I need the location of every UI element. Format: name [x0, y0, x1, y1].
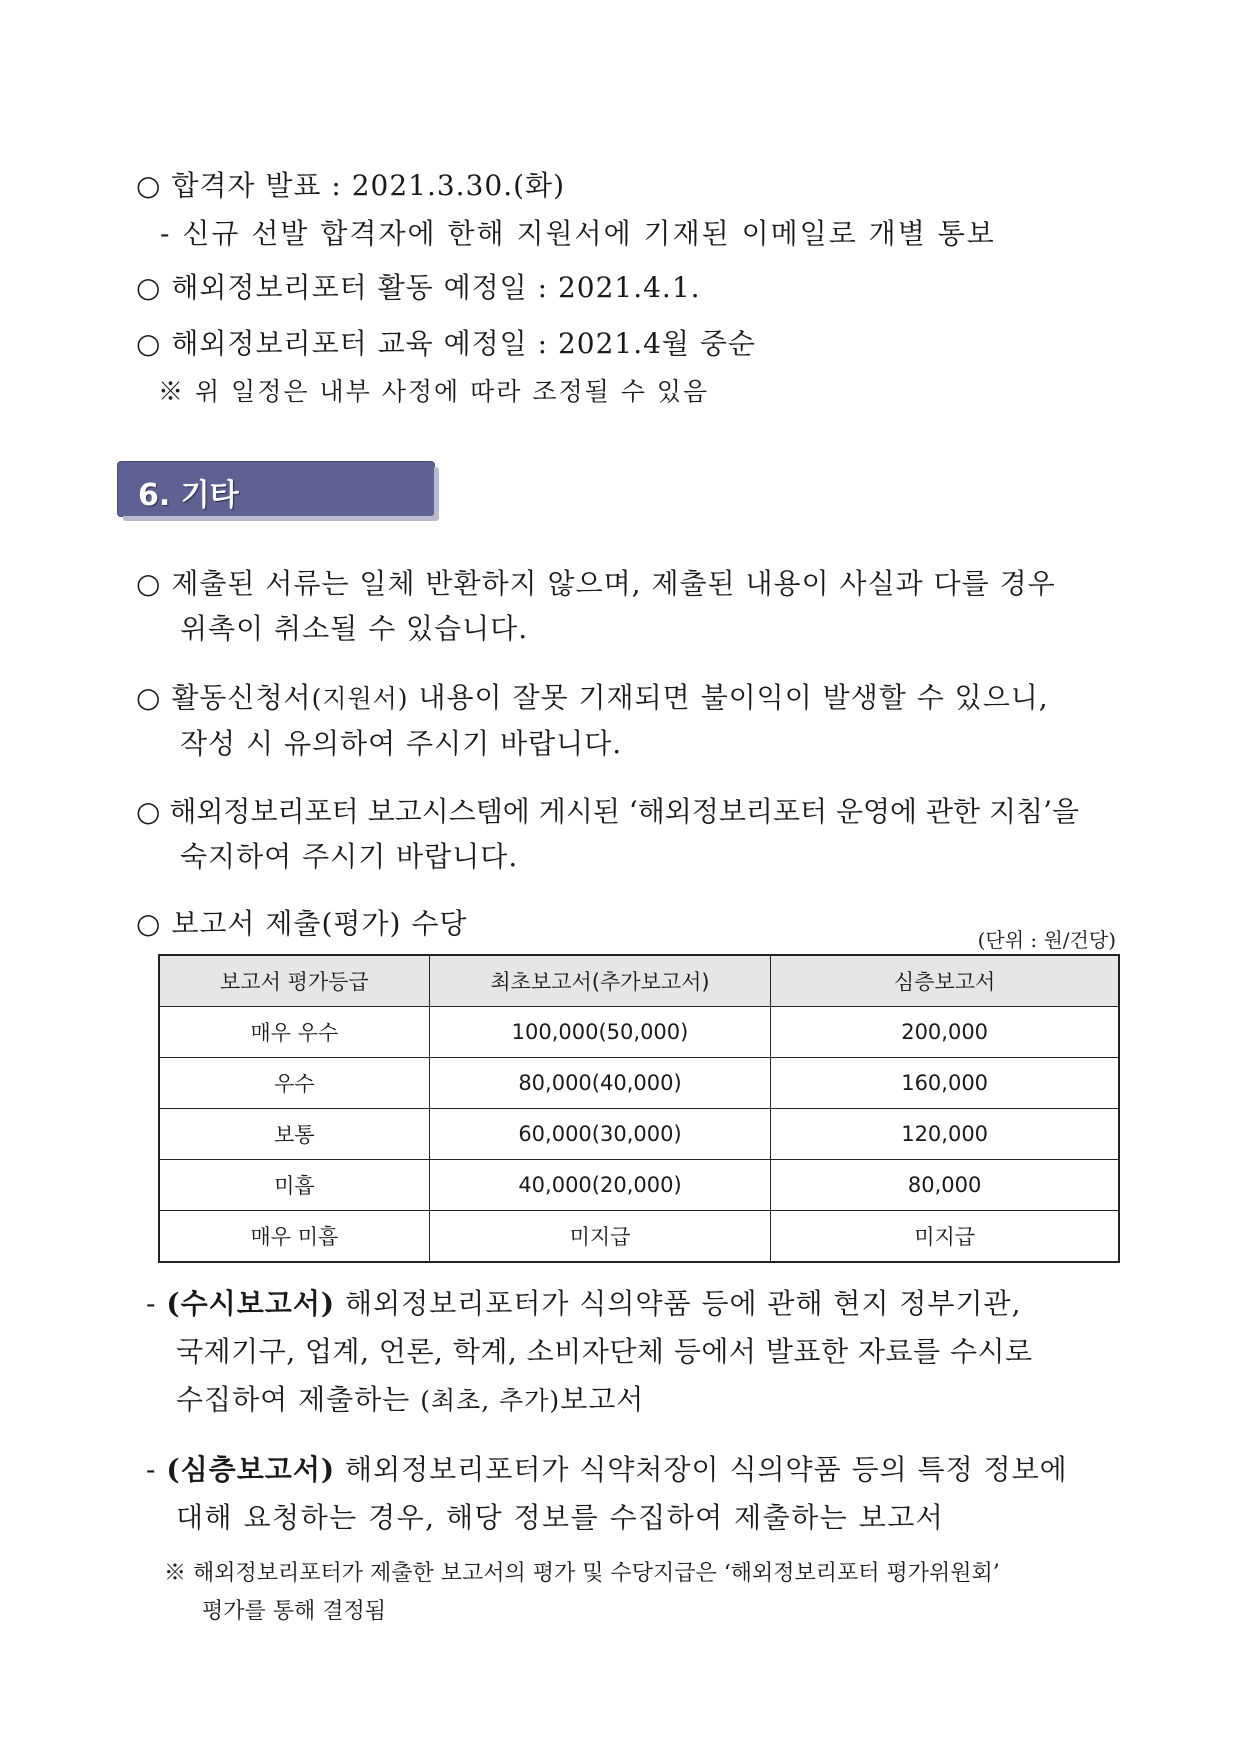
note-3-line-2: 평가를 통해 결정됨 — [202, 1599, 387, 1624]
table-row — [159, 1211, 1119, 1263]
item-2-line-2: 작성 시 유의하여 주시기 바랍니다. — [180, 727, 623, 760]
note-1-text-a: 수집하여 제출하는 — [176, 1383, 421, 1416]
item-1-line-2: 위촉이 취소될 수 있습니다. — [180, 612, 529, 645]
item-2-text-paren: (지원서) — [311, 684, 409, 713]
note-2-dash: - — [146, 1453, 167, 1486]
table-cell: 160,000 — [771, 1058, 1119, 1109]
note-1-line-1 — [146, 1282, 1022, 1322]
note-2-line-1 — [146, 1448, 1068, 1488]
item-3-line-1: ○ 해외정보리포터 보고시스템에 게시된 ‘해외정보리포터 운영에 관한 지침’을 — [136, 795, 1080, 828]
item-2-line-1 — [136, 676, 1049, 716]
education-date-line: ○ 해외정보리포터 교육 예정일 : 2021.4월 중순 — [136, 327, 756, 360]
table-cell: 매우 미흡 — [159, 1211, 429, 1263]
note-2-title: (심층보고서) — [166, 1453, 336, 1486]
item-2-text-c: 내용이 잘못 기재되면 불이익이 발생할 수 있으니, — [408, 681, 1049, 714]
table-header-cell: 심층보고서 — [771, 955, 1119, 1007]
section-title: 6. 기타 — [138, 478, 239, 513]
note-3-line-1: ※ 해외정보리포터가 제출한 보고서의 평가 및 수당지급은 ‘해외정보리포터 평가위원회’ — [164, 1561, 1000, 1586]
table-header-cell: 최초보고서(추가보고서) — [429, 955, 771, 1007]
section-heading — [118, 462, 434, 516]
note-1-title: (수시보고서) — [166, 1287, 336, 1320]
table-cell: 60,000(30,000) — [429, 1109, 771, 1160]
table-cell: 80,000(40,000) — [429, 1058, 771, 1109]
table-cell: 120,000 — [771, 1109, 1119, 1160]
note-2-text: 해외정보리포터가 식약처장이 식의약품 등의 특정 정보에 — [335, 1453, 1068, 1486]
table-header-cell: 보고서 평가등급 — [159, 955, 429, 1007]
note-1-dash: - — [146, 1287, 167, 1320]
table-row — [159, 1109, 1119, 1160]
table-row — [159, 1160, 1119, 1211]
announce-note: - 신규 선발 합격자에 한해 지원서에 기재된 이메일로 개별 통보 — [160, 217, 996, 250]
schedule-notice: ※ 위 일정은 내부 사정에 따라 조정될 수 있음 — [158, 377, 710, 406]
fee-table — [158, 954, 1120, 1263]
table-cell: 우수 — [159, 1058, 429, 1109]
item-3-line-2: 숙지하여 주시기 바랍니다. — [180, 840, 519, 873]
note-2-line-2: 대해 요청하는 경우, 해당 정보를 수집하여 제출하는 보고서 — [176, 1501, 945, 1534]
table-cell: 보통 — [159, 1109, 429, 1160]
note-1-line-2: 국제기구, 업계, 언론, 학계, 소비자단체 등에서 발표한 자료를 수시로 — [176, 1335, 1033, 1368]
table-cell: 매우 우수 — [159, 1007, 429, 1058]
table-row — [159, 1007, 1119, 1058]
note-1-text-paren: (최초, 추가) — [420, 1386, 561, 1415]
table-cell: 80,000 — [771, 1160, 1119, 1211]
table-cell: 미지급 — [771, 1211, 1119, 1263]
note-1-text-c: 보고서 — [560, 1383, 645, 1416]
activity-date-line: ○ 해외정보리포터 활동 예정일 : 2021.4.1. — [136, 271, 701, 304]
table-cell: 미지급 — [429, 1211, 771, 1263]
item-1-line-1: ○ 제출된 서류는 일체 반환하지 않으며, 제출된 내용이 사실과 다를 경우 — [136, 567, 1056, 600]
item-2-text-a: ○ 활동신청서 — [136, 681, 312, 714]
note-1-line-3 — [176, 1378, 644, 1418]
table-unit: (단위 : 원/건당) — [977, 928, 1116, 952]
table-row — [159, 1058, 1119, 1109]
table-cell: 100,000(50,000) — [429, 1007, 771, 1058]
table-header-row — [159, 955, 1119, 1007]
announce-line: ○ 합격자 발표 : 2021.3.30.(화) — [136, 169, 566, 202]
table-cell: 200,000 — [771, 1007, 1119, 1058]
table-cell: 40,000(20,000) — [429, 1160, 771, 1211]
item-4-line-1: ○ 보고서 제출(평가) 수당 — [136, 907, 468, 940]
note-1-text: 해외정보리포터가 식의약품 등에 관해 현지 정부기관, — [335, 1287, 1022, 1320]
table-cell: 미흡 — [159, 1160, 429, 1211]
